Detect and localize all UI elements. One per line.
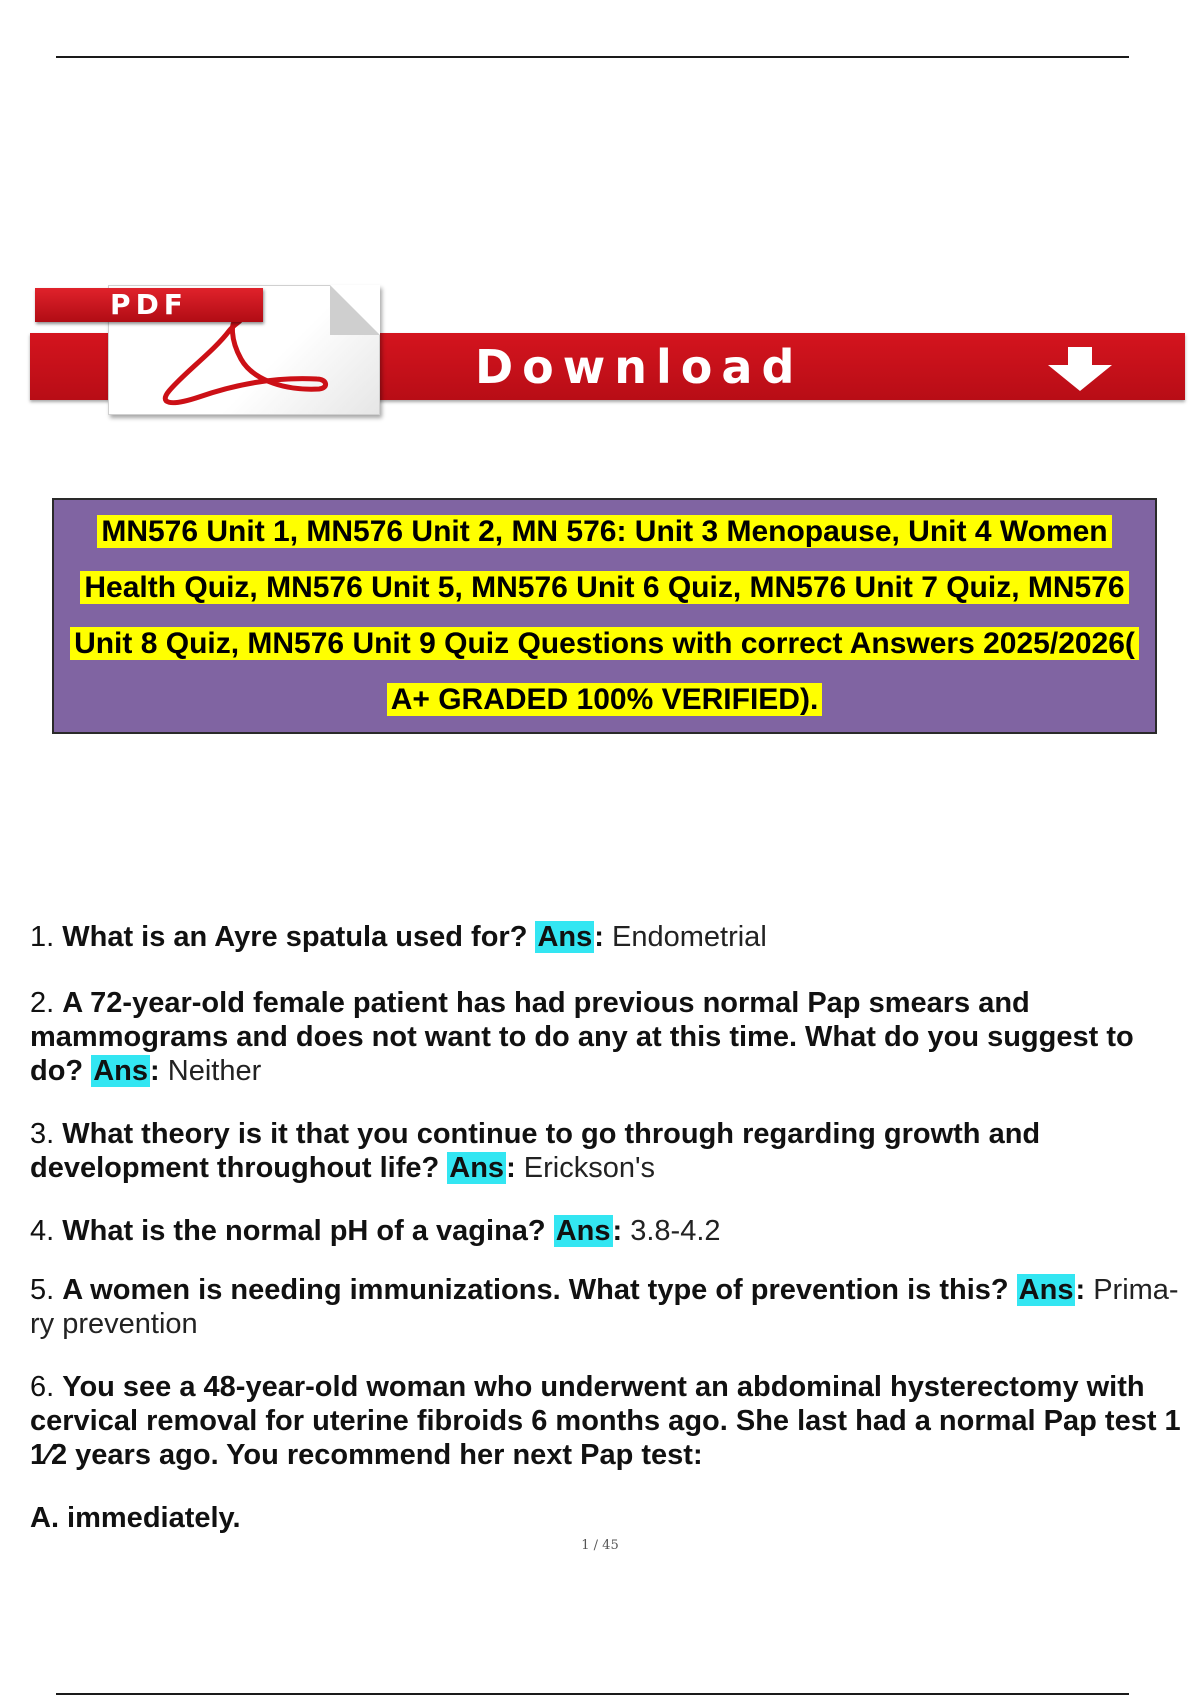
- answer-label: Ans: [555, 1215, 611, 1247]
- answer-label: Ans: [1018, 1274, 1074, 1306]
- down-arrow-icon[interactable]: [1040, 345, 1120, 393]
- question-3: 3. What theory is it that you continue to go through regarding growth and development throughout life? Ans: Erickson's: [30, 1118, 1041, 1184]
- question-text: A women is needing immunizations. What type of prevention is this?: [62, 1274, 1009, 1306]
- title-box: [52, 498, 1157, 734]
- document-title: [65, 504, 1145, 728]
- document-title-text: MN576 Unit 1, MN576 Unit 2, MN 576: Unit 3 Menopause, Unit 4 Women Health Quiz, MN576 Unit 5, MN576 Unit 6 Quiz, MN576 Unit 7 Quiz, MN576 Unit 8 Quiz, MN576 Unit 9 Quiz Questions with correct Answers 2025/2026( A+ GRADED 100% VERIFIED).: [70, 515, 1139, 716]
- answer-text: Neither: [167, 1055, 262, 1087]
- question-5: 5. A women is needing immunizations. What type of prevention is this? Ans: Prima- ry prevention: [30, 1274, 1179, 1340]
- option-a: A. immediately.: [30, 1502, 241, 1534]
- answer-text: Prima- ry prevention: [30, 1274, 1179, 1340]
- answer-label: Ans: [93, 1055, 149, 1087]
- answer-label: Ans: [537, 921, 593, 953]
- top-rule: [56, 56, 1129, 58]
- answer-text: Erickson's: [523, 1152, 656, 1184]
- answer-text: 3.8-4.2: [630, 1215, 721, 1247]
- download-label[interactable]: Download: [475, 340, 804, 394]
- question-4: 4. What is the normal pH of a vagina? Ans: 3.8-4.2: [30, 1215, 721, 1247]
- bottom-rule: [56, 1693, 1129, 1695]
- question-text: You see a 48-year-old woman who underwent an abdominal hysterectomy with cervical removal for uterine fibroids 6 months ago. She last had a normal Pap test 1 1⁄2 years ago. You recommend her next Pap test:: [30, 1371, 1181, 1471]
- question-text: What theory is it that you continue to go through regarding growth and development throughout life?: [30, 1118, 1041, 1184]
- question-2: 2. A 72-year-old female patient has had previous normal Pap smears and mammograms and does not want to do any at this time. What do you suggest to do? Ans: Neither: [30, 987, 1134, 1087]
- question-1: 1. What is an Ayre spatula used for? Ans: Endometrial: [30, 921, 767, 953]
- question-text: What is the normal pH of a vagina?: [62, 1215, 546, 1247]
- acrobat-logo-icon: [129, 311, 349, 411]
- pdf-download-banner[interactable]: [30, 285, 1185, 420]
- question-text: What is an Ayre spatula used for?: [62, 921, 528, 953]
- page-number: 1 / 45: [581, 1538, 619, 1553]
- answer-label: Ans: [449, 1152, 505, 1184]
- pdf-tag: PDF: [35, 288, 263, 322]
- question-6: 6. You see a 48-year-old woman who underwent an abdominal hysterectomy with cervical removal for uterine fibroids 6 months ago. She last had a normal Pap test 1 1⁄2 years ago. You recommend her next Pap test:: [30, 1371, 1181, 1471]
- question-text: A 72-year-old female patient has had previous normal Pap smears and mammograms and does not want to do any at this time. What do you suggest to do?: [30, 987, 1134, 1087]
- answer-text: Endometrial: [612, 921, 767, 953]
